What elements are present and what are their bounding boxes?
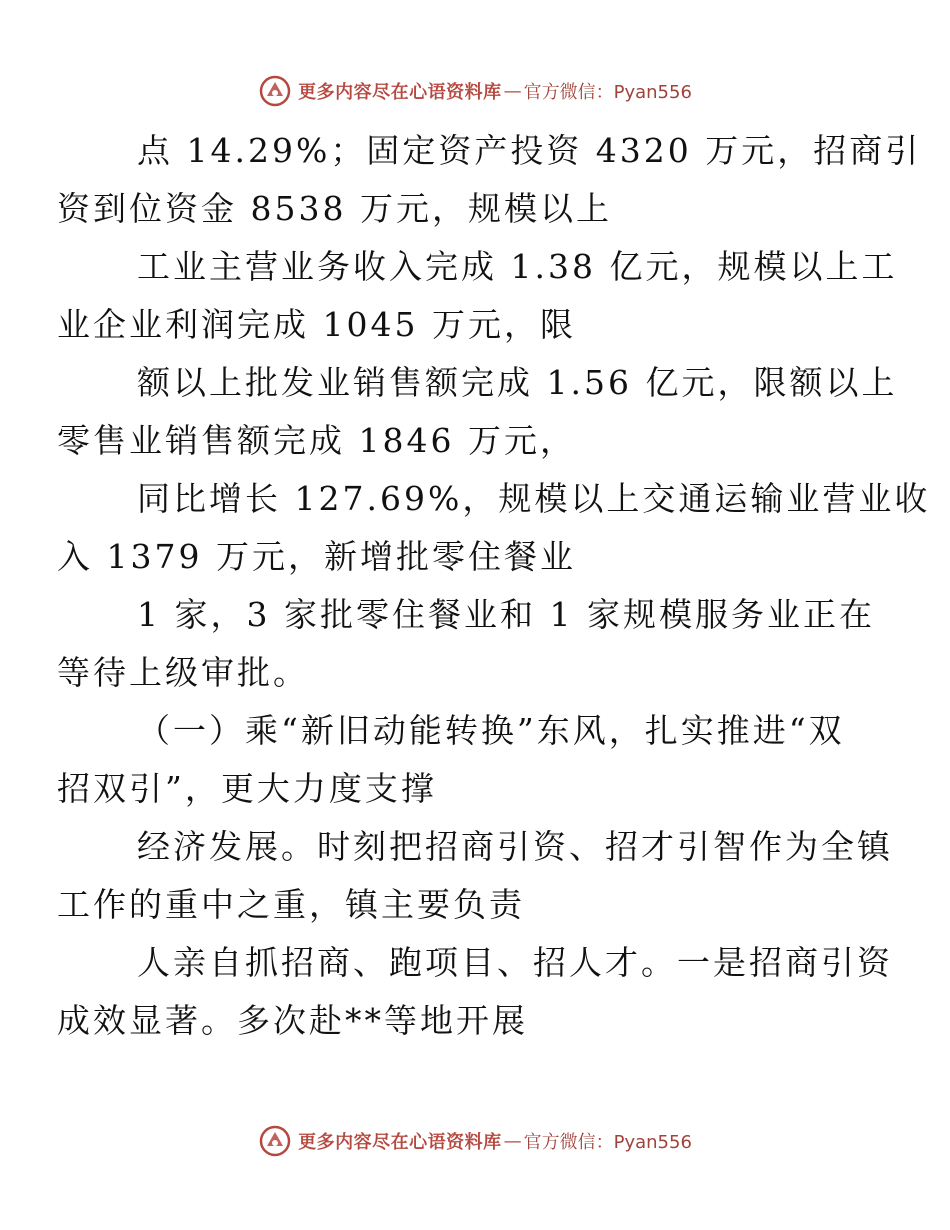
paragraph bbox=[57, 238, 898, 354]
text-line: 经济发展。时刻把招商引资、招才引智作为全镇 bbox=[137, 827, 893, 866]
text-line: 工作的重中之重，镇主要负责 bbox=[57, 885, 525, 924]
text-line: 同比增长 127.69%，规模以上交通运输业营业收 bbox=[137, 479, 931, 518]
watermark-dash: — bbox=[503, 80, 522, 102]
text-line: 资到位资金 8538 万元，规模以上 bbox=[57, 189, 612, 228]
text-line: 额以上批发业销售额完成 1.56 亿元，限额以上 bbox=[137, 363, 898, 402]
logo-icon bbox=[258, 74, 292, 108]
text-line: 人亲自抓招商、跑项目、招人才。一是招商引资 bbox=[137, 943, 893, 982]
footer-watermark bbox=[0, 1124, 950, 1158]
header-watermark bbox=[0, 74, 950, 108]
text-line: 点 14.29%；固定资产投资 4320 万元，招商引 bbox=[137, 131, 922, 170]
paragraph bbox=[57, 586, 875, 702]
paragraph bbox=[57, 470, 931, 586]
paragraph bbox=[57, 702, 857, 818]
text-line: 招双引”，更大力度支撑 bbox=[57, 769, 437, 808]
text-line: （一）乘“新旧动能转换”东风，扎实推进“双 bbox=[137, 711, 845, 750]
watermark-brand: 更多内容尽在心语资料库 bbox=[298, 1132, 502, 1153]
text-line: 成效显著。多次赴**等地开展 bbox=[57, 1001, 528, 1040]
watermark-contact: 官方微信：Pyan556 bbox=[523, 1132, 692, 1153]
paragraph bbox=[57, 122, 922, 238]
document-body bbox=[57, 122, 931, 1050]
text-line: 业企业利润完成 1045 万元，限 bbox=[57, 305, 576, 344]
logo-icon bbox=[258, 1124, 292, 1158]
text-line: 工业主营业务收入完成 1.38 亿元，规模以上工 bbox=[137, 247, 898, 286]
text-line: 等待上级审批。 bbox=[57, 653, 309, 692]
paragraph bbox=[57, 818, 893, 934]
text-line: 入 1379 万元，新增批零住餐业 bbox=[57, 537, 576, 576]
watermark-contact: 官方微信：Pyan556 bbox=[523, 82, 692, 103]
paragraph bbox=[57, 934, 893, 1050]
watermark-brand: 更多内容尽在心语资料库 bbox=[298, 82, 502, 103]
text-line: 零售业销售额完成 1846 万元， bbox=[57, 421, 576, 460]
watermark-dash: — bbox=[503, 1130, 522, 1152]
paragraph bbox=[57, 354, 898, 470]
text-line: 1 家，3 家批零住餐业和 1 家规模服务业正在 bbox=[137, 595, 875, 634]
